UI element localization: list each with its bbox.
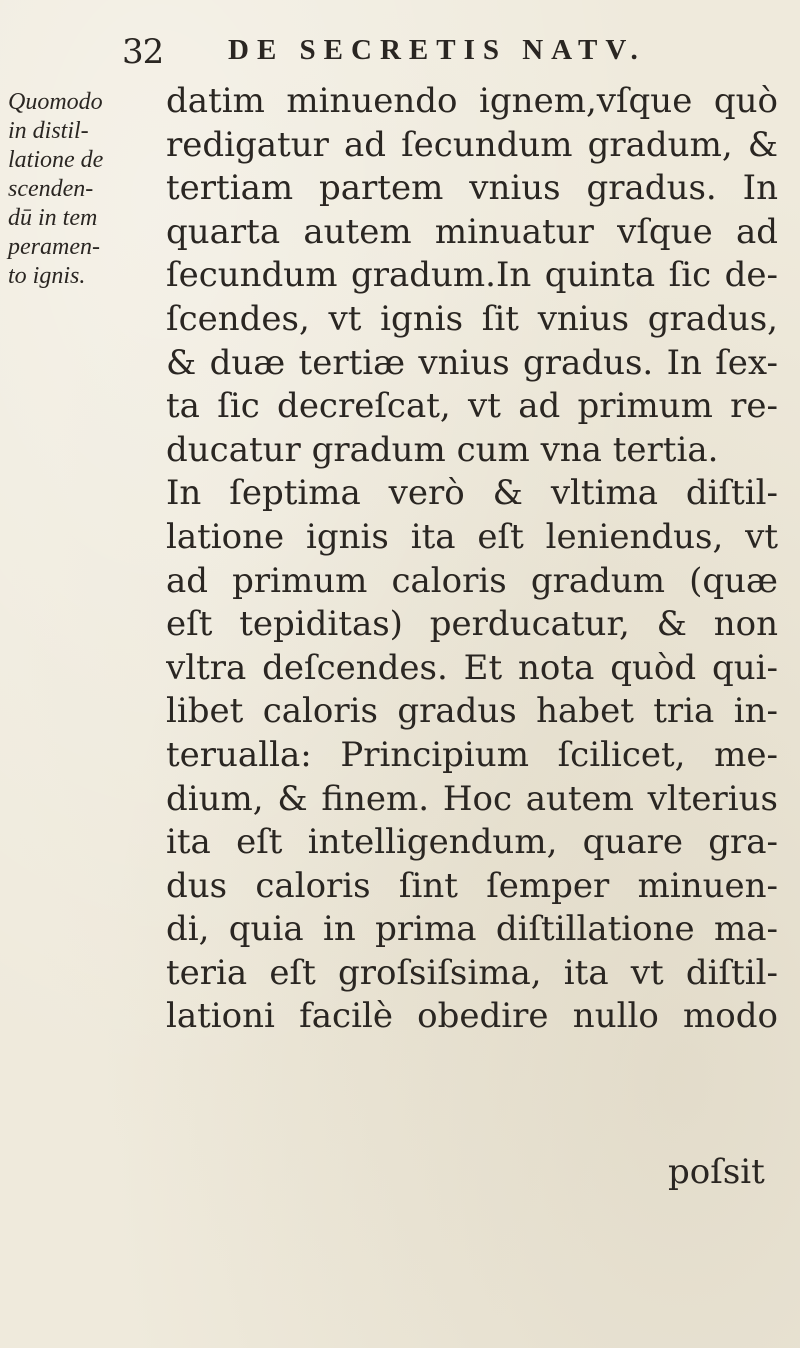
marginal-note: [8, 88, 158, 291]
margin-note-line: Quomodo: [8, 89, 103, 115]
text-line: di, quia in prima diſtillatione ma-: [166, 909, 778, 950]
text-line: terualla: Principium ſcilicet, me-: [166, 734, 778, 775]
page-number: 32: [122, 32, 164, 72]
text-line: redigatur ad ſecundum gradum, &: [166, 124, 778, 165]
text-line: ta ſic decreſcat, vt ad primum re-: [166, 386, 778, 427]
margin-note-line: dū in tem: [8, 205, 98, 231]
text-line: dium, & finem. Hoc autem vlterius: [166, 778, 778, 819]
text-line: datim minuendo ignem,vſque quò: [166, 81, 778, 121]
text-line: ducatur gradum cum vna tertia.: [166, 429, 719, 470]
margin-note-line: in distil-: [8, 118, 89, 144]
text-line: ad primum caloris gradum (quæ: [166, 560, 778, 601]
text-line: vltra deſcendes. Et nota quòd qui-: [166, 647, 778, 688]
text-line: ſecundum gradum.In quinta ſic de-: [166, 255, 778, 296]
text-line: ſcendes, vt ignis ſit vnius gradus,: [166, 298, 778, 339]
margin-note-line: peramen-: [8, 234, 100, 260]
text-line: lationi facilè obedire nullo modo: [166, 996, 778, 1037]
text-line: quarta autem minuatur vſque ad: [166, 211, 778, 252]
text-line: & duæ tertiæ vnius gradus. In ſex-: [166, 342, 778, 383]
text-line: tertiam partem vnius gradus. In: [166, 168, 778, 209]
text-line: In ſeptima verò & vltima diſtil-: [166, 473, 778, 514]
running-head: [0, 30, 800, 74]
body-text: [166, 80, 786, 1039]
text-line: ita eſt intelligendum, quare gra-: [166, 822, 778, 863]
text-line: teria eſt groſsiſsima, ita vt diſtil-: [166, 952, 778, 993]
catchword: poſsit: [668, 1152, 765, 1192]
text-line: latione ignis ita eſt leniendus, vt: [166, 516, 778, 557]
margin-note-line: latione de: [8, 147, 104, 173]
margin-note-line: scenden-: [8, 176, 94, 202]
text-line: libet caloris gradus habet tria in-: [166, 691, 778, 732]
text-line: eſt tepiditas) perducatur, & non: [166, 604, 778, 645]
text-line: dus caloris ſint ſemper minuen-: [166, 865, 778, 906]
margin-note-line: to ignis.: [8, 263, 86, 289]
running-title: DE SECRETIS NATV.: [228, 34, 646, 66]
